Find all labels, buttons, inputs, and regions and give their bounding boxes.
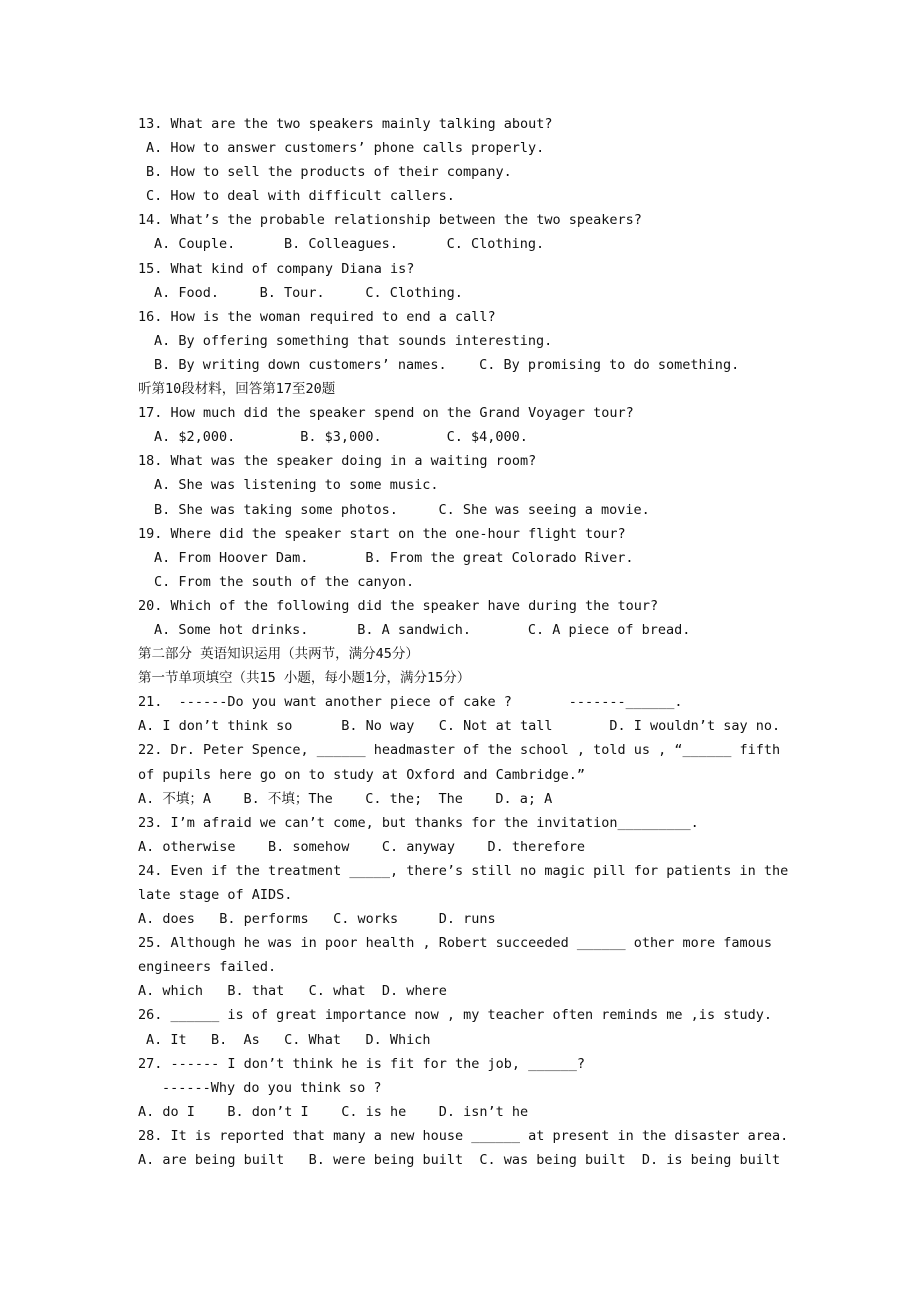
question-line: 16. How is the woman required to end a call?: [138, 308, 496, 325]
question-line: late stage of AIDS.: [138, 887, 293, 903]
question-line: 22. Dr. Peter Spence, ______ headmaster of the school , told us , “______ fifth: [138, 742, 781, 759]
option-line: A. From Hoover Dam. B. From the great Colorado River.: [154, 549, 634, 566]
option-line: B. By writing down customers’ names. C. By promising to do something.: [154, 356, 740, 373]
option-line: A. Some hot drinks. B. A sandwich. C. A piece of bread.: [154, 621, 691, 638]
option-line: A. are being built B. were being built C. was being built D. is being built: [138, 1152, 781, 1169]
question-line: of pupils here go on to study at Oxford and Cambridge.”: [138, 766, 586, 783]
option-line: C. From the south of the canyon.: [154, 573, 415, 590]
option-line: A. 不填；A B. 不填；The C. the; The D. a; A: [138, 790, 553, 807]
option-line: A. It B. As C. What D. Which: [146, 1031, 431, 1048]
question-line: 21. ------Do you want another piece of cake ? -------______.: [138, 694, 683, 711]
option-line: A. By offering something that sounds interesting.: [154, 332, 553, 349]
question-line: 24. Even if the treatment _____, there’s still no magic pill for patients in the: [138, 862, 789, 879]
exam-page: [138, 112, 798, 1172]
question-line: 20. Which of the following did the speaker have during the tour?: [138, 597, 659, 614]
option-line: A. How to answer customers’ phone calls properly.: [146, 140, 545, 157]
question-line: 27. ------ I don’t think he is fit for the job, ______?: [138, 1055, 586, 1072]
option-line: B. How to sell the products of their company.: [146, 164, 512, 181]
option-line: A. Food. B. Tour. C. Clothing.: [154, 284, 463, 301]
question-line: 23. I’m afraid we can’t come, but thanks for the invitation_________.: [138, 814, 699, 831]
question-line: 19. Where did the speaker start on the one-hour flight tour?: [138, 525, 626, 542]
section-heading: 第一节单项填空（共15 小题，每小题1分，满分15分）: [138, 670, 471, 687]
option-line: A. $2,000. B. $3,000. C. $4,000.: [154, 429, 528, 446]
option-line: B. She was taking some photos. C. She was seeing a movie.: [154, 501, 650, 518]
option-line: A. do I B. don’t I C. is he D. isn’t he: [138, 1103, 529, 1120]
question-line: engineers failed.: [138, 959, 277, 976]
option-line: A. Couple. B. Colleagues. C. Clothing.: [154, 236, 545, 253]
question-line: 26. ______ is of great importance now , my teacher often reminds me ,is study.: [138, 1007, 772, 1024]
question-line: 15. What kind of company Diana is?: [138, 260, 415, 277]
option-line: A. I don’t think so B. No way C. Not at tall D. I wouldn’t say no.: [138, 718, 781, 735]
question-line: 17. How much did the speaker spend on the Grand Voyager tour?: [138, 405, 634, 422]
option-line: A. which B. that C. what D. where: [138, 983, 447, 1000]
question-line: ------Why do you think so ?: [162, 1079, 382, 1096]
option-line: A. does B. performs C. works D. runs: [138, 911, 496, 928]
question-line: 28. It is reported that many a new house ______ at present in the disaster area.: [138, 1127, 789, 1144]
section-heading: 第二部分 英语知识运用（共两节，满分45分）: [138, 646, 419, 663]
option-line: C. How to deal with difficult callers.: [146, 188, 455, 205]
question-line: 18. What was the speaker doing in a waiting room?: [138, 453, 537, 470]
option-line: A. She was listening to some music.: [154, 477, 439, 494]
question-line: 13. What are the two speakers mainly talking about?: [138, 116, 553, 132]
question-line: 14. What’s the probable relationship between the two speakers?: [138, 212, 642, 229]
question-line: 25. Although he was in poor health , Robert succeeded ______ other more famous: [138, 935, 772, 952]
option-line: A. otherwise B. somehow C. anyway D. therefore: [138, 838, 586, 855]
section-heading: 听第10段材料，回答第17至20题: [138, 381, 336, 398]
